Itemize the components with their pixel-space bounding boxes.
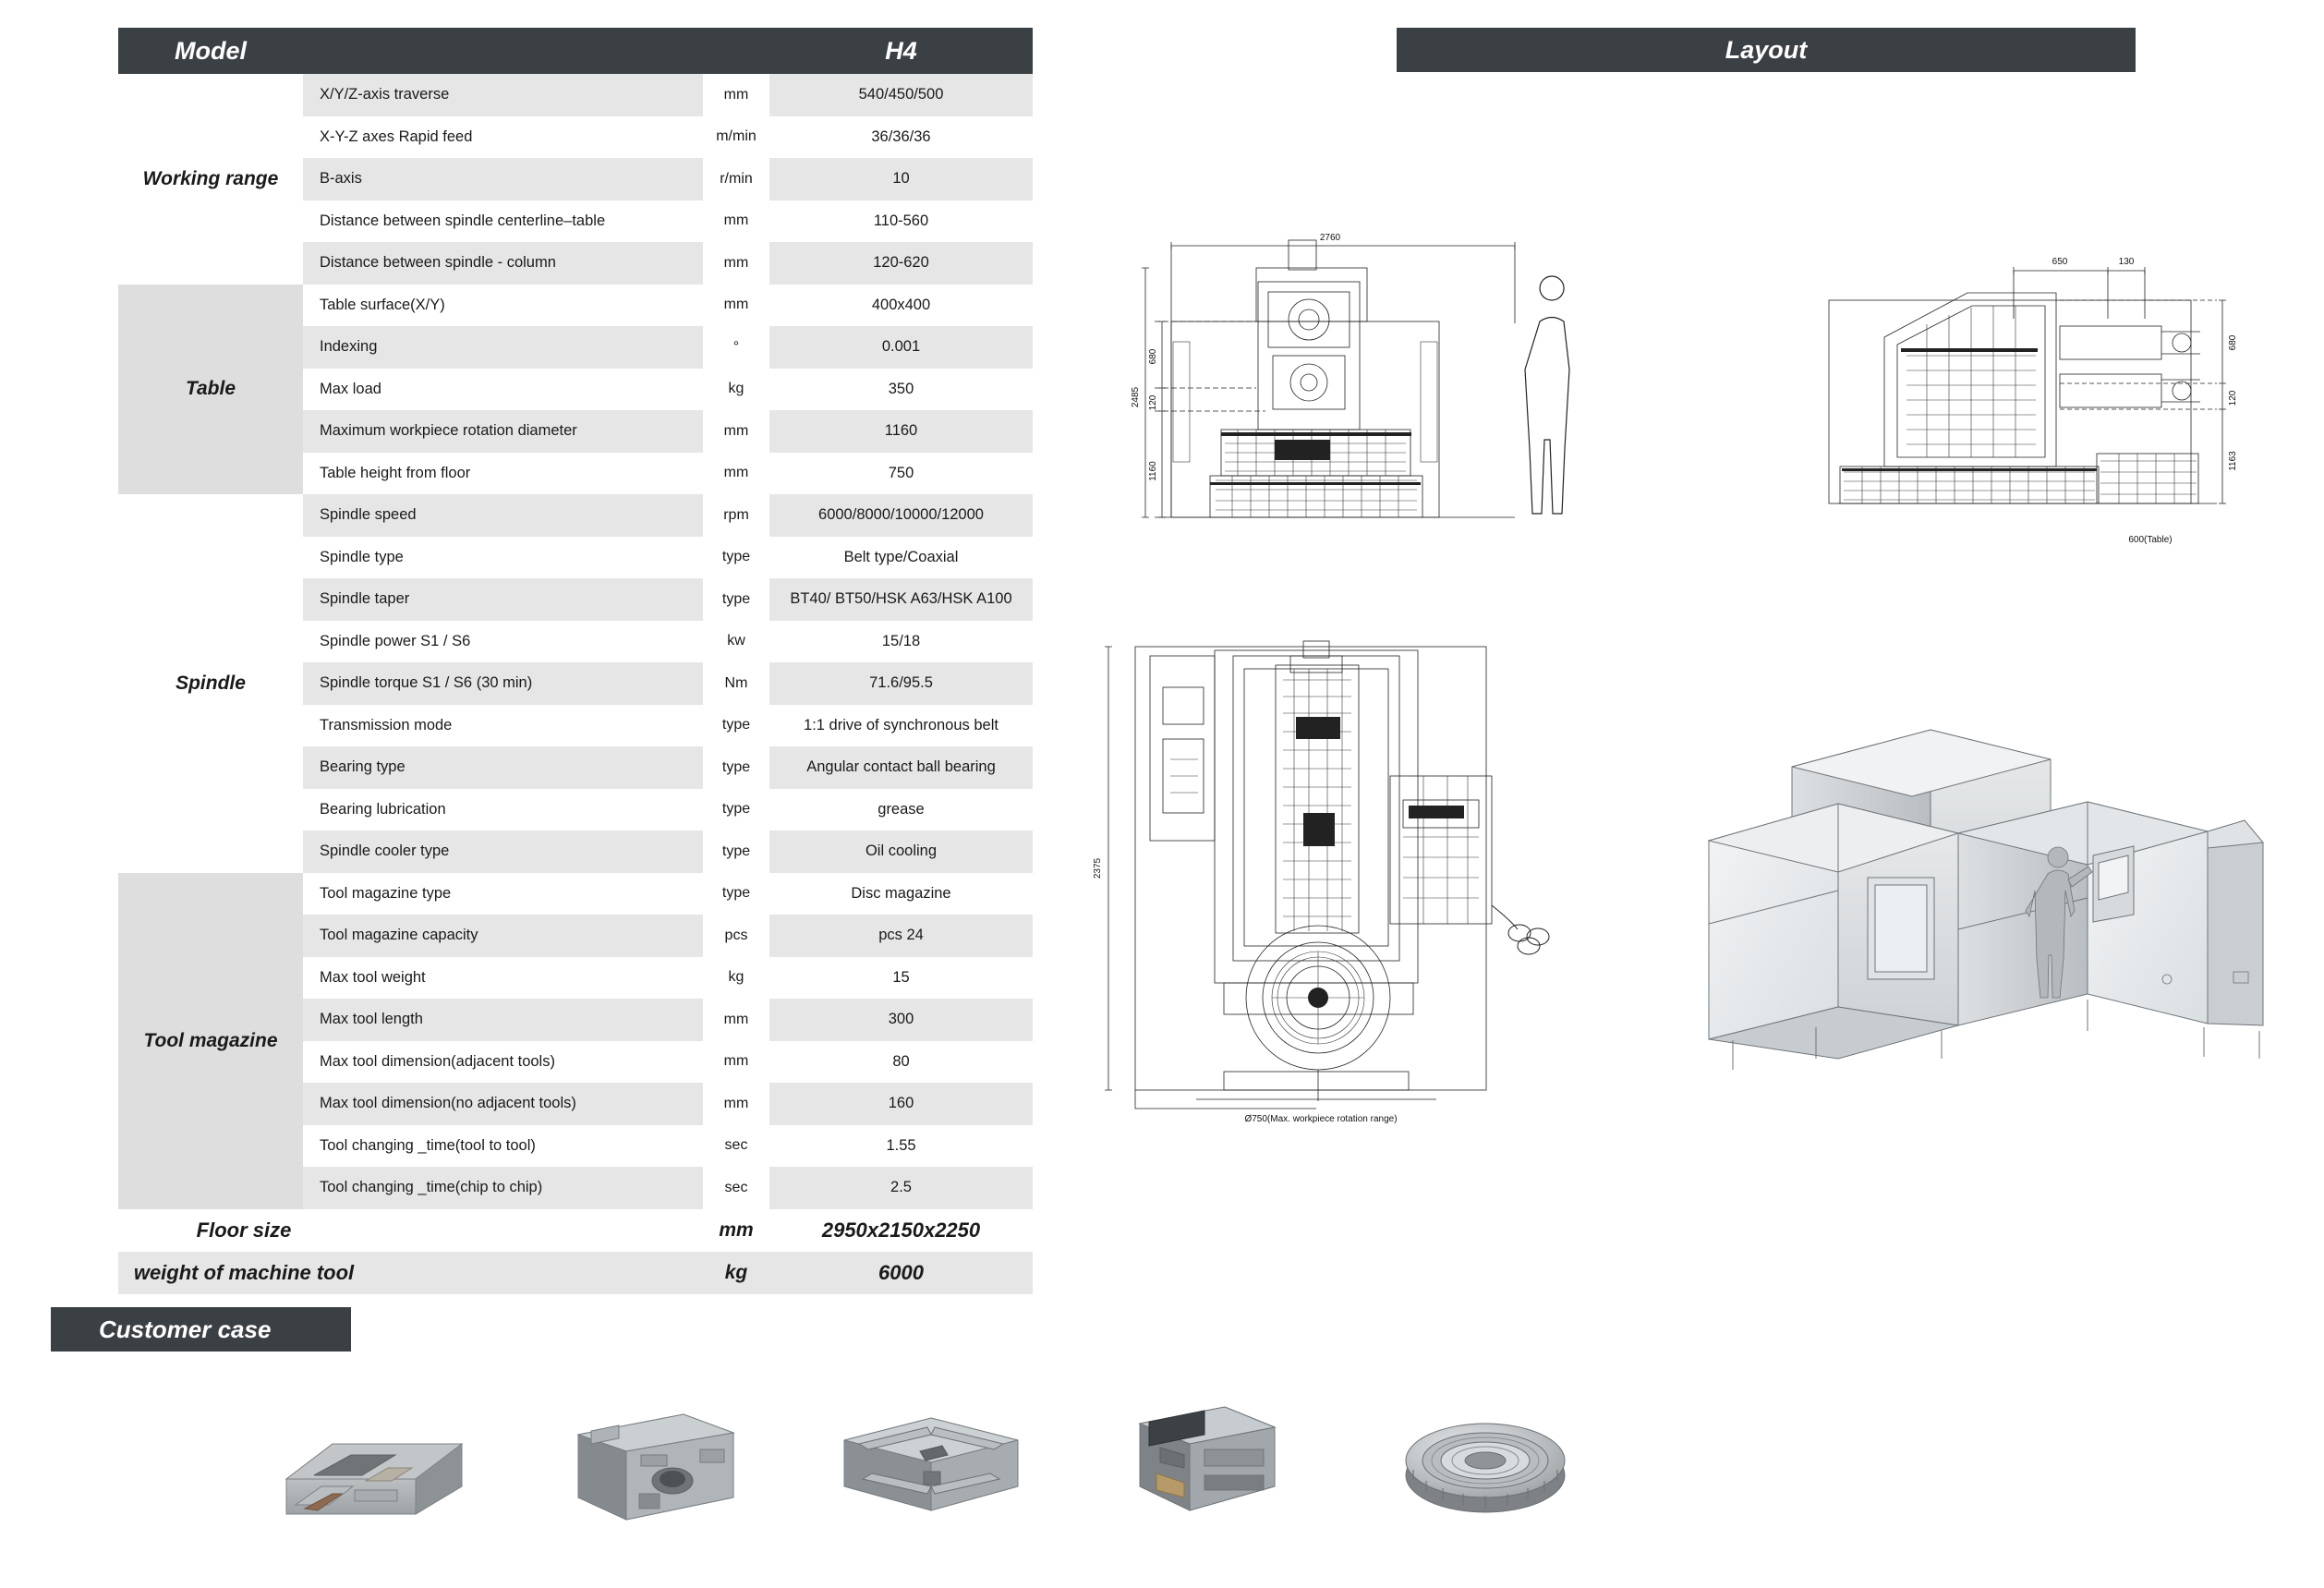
row-unit: mm — [723, 422, 749, 439]
group-label-table: Table — [118, 285, 303, 495]
row-name: Distance between spindle - column — [303, 242, 703, 285]
side-dim-mid: 120 — [2228, 390, 2238, 406]
row-value: grease — [878, 800, 925, 818]
row-name: weight of machine tool — [133, 1260, 355, 1284]
workpiece-ring-gear — [1386, 1386, 1584, 1533]
spec-row — [303, 1083, 1033, 1125]
row-value: 0.001 — [769, 326, 1033, 369]
spec-row — [303, 705, 1033, 747]
row-unit: sec — [724, 1137, 748, 1154]
row-name: Bearing lubrication — [320, 800, 446, 818]
spec-row — [303, 999, 1033, 1041]
row-unit: kg — [724, 1261, 748, 1283]
row-unit: rpm — [723, 506, 749, 523]
top-view-drawing — [1085, 628, 1603, 1146]
row-name: Spindle cooler type — [303, 830, 703, 873]
row-name: Max tool dimension(adjacent tools) — [320, 1052, 555, 1070]
row-value: 2950x2150x2250 — [821, 1218, 981, 1242]
workpiece-cross-frame — [831, 1386, 1030, 1533]
row-unit: ° — [732, 338, 740, 355]
row-value: 15/18 — [881, 632, 921, 649]
spec-row — [303, 873, 1033, 915]
header-model-value: H4 — [885, 36, 917, 65]
row-unit: mm — [723, 1053, 749, 1070]
front-dim-lower: 1160 — [1148, 461, 1158, 481]
spec-row — [303, 1125, 1033, 1168]
row-unit: Nm — [724, 674, 748, 691]
spec-row — [303, 494, 1033, 537]
spec-row — [303, 662, 1033, 705]
spec-row — [303, 326, 1033, 369]
row-value: 80 — [892, 1052, 910, 1070]
row-unit: mm — [723, 86, 749, 103]
top-dim-left: 2375 — [1093, 857, 1103, 879]
row-value: 10 — [769, 158, 1033, 200]
row-name: Tool changing _time(tool to tool) — [320, 1136, 536, 1154]
group-label-tool-magazine: Tool magazine — [118, 873, 303, 1209]
row-value: Oil cooling — [769, 830, 1033, 873]
spec-row — [303, 537, 1033, 579]
top-view-note: Ø750(Max. workpiece rotation range) — [1244, 1114, 1398, 1124]
customer-case-header — [51, 1307, 351, 1352]
row-unit: type — [721, 842, 751, 859]
row-unit: m/min — [716, 128, 757, 145]
spec-row — [303, 158, 1033, 200]
row-unit: mm — [723, 297, 749, 313]
workpiece-block — [1108, 1386, 1307, 1533]
row-value: 1.55 — [886, 1136, 916, 1154]
row-unit: type — [721, 758, 751, 775]
row-value: 36/36/36 — [871, 127, 931, 145]
side-view-drawing — [1783, 236, 2300, 605]
spec-row — [303, 453, 1033, 495]
row-name: X/Y/Z-axis traverse — [303, 74, 703, 116]
row-unit: type — [721, 717, 751, 733]
side-table-note: 600(Table) — [2128, 535, 2173, 545]
row-unit: pcs — [724, 927, 748, 943]
spec-row — [303, 1041, 1033, 1084]
spec-row — [303, 746, 1033, 789]
side-dim-b: 130 — [2118, 257, 2135, 267]
spec-row — [303, 369, 1033, 411]
spec-row-machine-weight — [118, 1252, 1033, 1294]
row-name: B-axis — [303, 158, 703, 200]
spec-group-working-range — [118, 74, 1033, 285]
row-value: 6000/8000/10000/12000 — [769, 494, 1033, 537]
row-name: Table height from floor — [320, 464, 471, 481]
front-dim-top: 2760 — [1319, 233, 1341, 243]
customer-case-gallery — [277, 1367, 1663, 1552]
spec-row — [303, 1167, 1033, 1209]
row-name: Max tool dimension(no adjacent tools) — [303, 1083, 703, 1125]
row-unit: kw — [727, 633, 745, 649]
row-value: 400x400 — [871, 296, 931, 313]
row-name: Spindle power S1 / S6 — [320, 632, 471, 649]
row-value: 15 — [892, 968, 910, 986]
side-dim-a: 650 — [2052, 257, 2068, 267]
spec-row — [303, 621, 1033, 663]
row-value: Belt type/Coaxial — [843, 548, 959, 565]
row-value: 110-560 — [873, 212, 929, 229]
row-name: Spindle speed — [303, 494, 703, 537]
row-name: Indexing — [303, 326, 703, 369]
spec-row — [303, 410, 1033, 453]
row-name: Bearing type — [303, 746, 703, 789]
group-label-spindle: Spindle — [118, 494, 303, 873]
row-value: Angular contact ball bearing — [769, 746, 1033, 789]
row-value: 750 — [888, 464, 914, 481]
row-value: 540/450/500 — [769, 74, 1033, 116]
row-unit: kg — [728, 381, 744, 397]
row-name: Tool magazine capacity — [303, 915, 703, 957]
row-unit: type — [721, 549, 751, 565]
side-dim-upper: 680 — [2228, 334, 2238, 351]
side-dim-lower: 1163 — [2228, 451, 2238, 471]
row-name: Floor size — [196, 1218, 292, 1242]
spec-table-body — [118, 74, 1033, 1294]
row-name: Spindle taper — [303, 578, 703, 621]
row-name: Transmission mode — [320, 716, 453, 733]
row-value: 1160 — [769, 410, 1033, 453]
spec-row — [303, 789, 1033, 831]
row-value: 6000 — [878, 1260, 924, 1284]
row-value: pcs 24 — [769, 915, 1033, 957]
row-value: Disc magazine — [851, 884, 951, 902]
spec-row — [303, 200, 1033, 243]
row-name: Tool changing _time(chip to chip) — [303, 1167, 703, 1209]
group-label-working-range: Working range — [118, 74, 303, 285]
row-name: Max tool length — [303, 999, 703, 1041]
front-view-drawing — [1118, 212, 1616, 600]
row-unit: type — [721, 590, 751, 607]
row-name: Tool magazine type — [320, 884, 452, 902]
row-unit: mm — [723, 1095, 749, 1111]
row-unit: mm — [719, 1218, 754, 1241]
row-name: Maximum workpiece rotation diameter — [303, 410, 703, 453]
specification-table — [118, 28, 1033, 1294]
machine-3d-render — [1653, 702, 2291, 1099]
spec-row — [303, 578, 1033, 621]
row-unit: mm — [723, 212, 749, 229]
spec-group-table — [118, 285, 1033, 495]
row-value: 71.6/95.5 — [769, 662, 1033, 705]
spec-row — [303, 915, 1033, 957]
spec-row — [303, 957, 1033, 1000]
row-value: 350 — [888, 380, 914, 397]
layout-section-header — [1397, 28, 2136, 72]
row-name: Spindle torque S1 / S6 (30 min) — [303, 662, 703, 705]
row-name: X-Y-Z axes Rapid feed — [320, 127, 473, 145]
workpiece-mold-base — [277, 1386, 476, 1533]
row-name: Distance between spindle centerline–table — [320, 212, 606, 229]
spec-row-floor-size — [118, 1209, 1033, 1252]
spec-group-tool-magazine — [118, 873, 1033, 1209]
layout-title: Layout — [1725, 35, 1808, 64]
customer-case-title: Customer case — [99, 1315, 272, 1343]
spec-group-spindle — [118, 494, 1033, 873]
row-value: 2.5 — [769, 1167, 1033, 1209]
row-unit: r/min — [720, 170, 753, 187]
row-unit: mm — [723, 254, 749, 271]
spec-table-header — [118, 28, 1033, 74]
row-unit: sec — [724, 1179, 748, 1195]
row-name: Spindle type — [320, 548, 404, 565]
spec-row — [303, 116, 1033, 159]
row-value: 120-620 — [769, 242, 1033, 285]
row-unit: type — [721, 801, 751, 818]
row-value: 160 — [769, 1083, 1033, 1125]
spec-row — [303, 830, 1033, 873]
row-unit: kg — [728, 969, 744, 986]
row-unit: type — [721, 885, 751, 902]
row-unit: mm — [723, 1011, 749, 1027]
spec-row — [303, 74, 1033, 116]
workpiece-housing — [554, 1386, 753, 1533]
front-dim-upper: 680 — [1148, 348, 1158, 365]
row-unit: mm — [723, 465, 749, 481]
row-name: Max load — [320, 380, 381, 397]
row-value: 1:1 drive of synchronous belt — [804, 716, 999, 733]
spec-row — [303, 242, 1033, 285]
front-dim-mid: 120 — [1148, 394, 1158, 411]
row-name: Max tool weight — [320, 968, 426, 986]
row-name: Table surface(X/Y) — [320, 296, 445, 313]
front-dim-total: 2485 — [1131, 386, 1141, 408]
row-value: BT40/ BT50/HSK A63/HSK A100 — [769, 578, 1033, 621]
header-model-label: Model — [175, 36, 247, 65]
row-value: 300 — [769, 999, 1033, 1041]
spec-row — [303, 285, 1033, 327]
